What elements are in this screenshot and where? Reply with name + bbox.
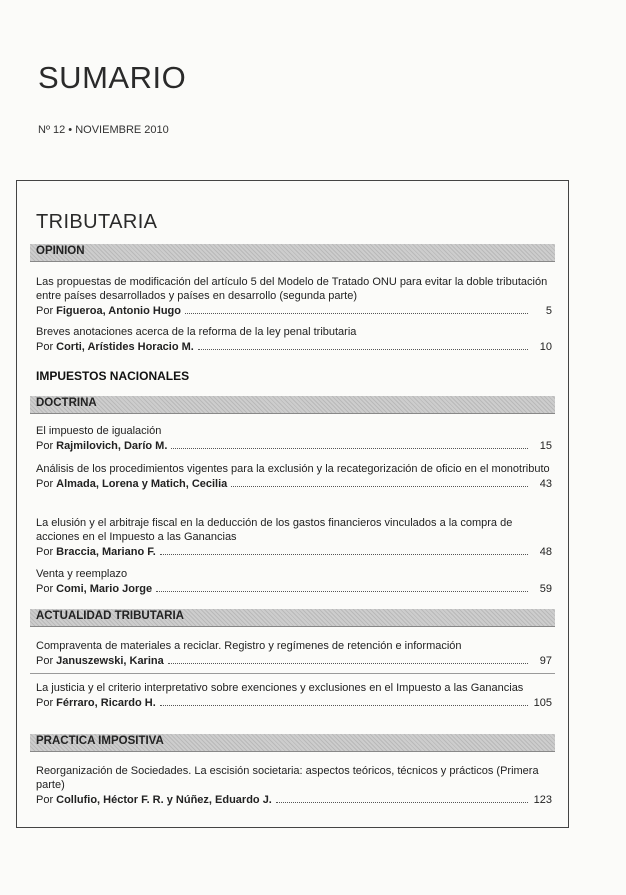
leader-dots xyxy=(185,303,528,314)
leader-dots xyxy=(231,476,528,487)
divider xyxy=(30,673,555,674)
band-doctrina xyxy=(30,396,555,414)
leader-dots xyxy=(171,438,528,449)
leader-dots xyxy=(160,544,528,555)
entry-by: Por xyxy=(36,341,54,353)
band-label: OPINION xyxy=(36,245,85,257)
toc-entry[interactable] xyxy=(36,567,552,596)
entry-page: 97 xyxy=(539,655,552,667)
entry-page: 10 xyxy=(539,341,552,353)
entry-author: Figueroa, Antonio Hugo xyxy=(56,305,181,317)
leader-dots xyxy=(160,695,528,706)
entry-title: Breves anotaciones acerca de la reforma de la ley penal tributaria xyxy=(36,326,357,338)
toc-entry[interactable] xyxy=(36,764,552,807)
entry-title: Reorganización de Sociedades. La escisión societaria: aspectos teóricos, técnicos y prácticos (Primera parte) xyxy=(36,765,539,791)
toc-entry[interactable] xyxy=(36,462,552,491)
entry-author: Comi, Mario Jorge xyxy=(56,583,153,595)
entry-author: Rajmilovich, Darío M. xyxy=(56,440,168,452)
band-label: PRACTICA IMPOSITIVA xyxy=(36,735,164,747)
band-practica xyxy=(30,734,555,752)
entry-title: La elusión y el arbitraje fiscal en la deducción de los gastos financieros vinculados a la compra de acciones en el Impuesto a las Ganancias xyxy=(36,517,513,543)
entry-author: Almada, Lorena y Matich, Cecilia xyxy=(56,478,228,490)
leader-dots xyxy=(276,792,528,803)
leader-dots xyxy=(198,339,528,350)
entry-by: Por xyxy=(36,546,54,558)
entry-author: Januszewski, Karina xyxy=(56,655,164,667)
subheading-impuestos: IMPUESTOS NACIONALES xyxy=(36,369,190,383)
entry-title: Análisis de los procedimientos vigentes para la exclusión y la recategorización de oficio en el monotributo xyxy=(36,463,550,475)
entry-author: Collufio, Héctor F. R. y Núñez, Eduardo J. xyxy=(56,794,272,806)
issue-line: Nº 12 • NOVIEMBRE 2010 xyxy=(38,124,169,136)
entry-by: Por xyxy=(36,440,54,452)
entry-by: Por xyxy=(36,697,54,709)
entry-by: Por xyxy=(36,655,54,667)
entry-page: 105 xyxy=(533,697,552,709)
entry-page: 48 xyxy=(539,546,552,558)
page-title: SUMARIO xyxy=(38,60,187,95)
entry-page: 123 xyxy=(533,794,552,806)
entry-author: Corti, Arístides Horacio M. xyxy=(56,341,194,353)
toc-entry[interactable] xyxy=(36,681,552,710)
entry-title: Compraventa de materiales a reciclar. Registro y regímenes de retención e información xyxy=(36,640,462,652)
band-actualidad xyxy=(30,609,555,627)
entry-by: Por xyxy=(36,478,54,490)
toc-entry[interactable] xyxy=(36,639,552,668)
section-title: TRIBUTARIA xyxy=(36,211,158,233)
leader-dots xyxy=(156,581,528,592)
band-label: DOCTRINA xyxy=(36,397,97,409)
toc-entry[interactable] xyxy=(36,325,552,354)
entry-page: 5 xyxy=(545,305,552,317)
entry-title: La justicia y el criterio interpretativo sobre exenciones y exclusiones en el Impuesto a las Ganancias xyxy=(36,682,524,694)
entry-author: Férraro, Ricardo H. xyxy=(56,697,156,709)
toc-entry[interactable] xyxy=(36,516,552,559)
toc-entry[interactable] xyxy=(36,424,552,453)
toc-entry[interactable] xyxy=(36,275,552,318)
entry-page: 15 xyxy=(539,440,552,452)
entry-title: Las propuestas de modificación del artículo 5 del Modelo de Tratado ONU para evitar la doble tributación entre países desarrollados y países en desarrollo (segunda parte) xyxy=(36,276,548,302)
entry-by: Por xyxy=(36,794,54,806)
band-label: ACTUALIDAD TRIBUTARIA xyxy=(36,610,184,622)
entry-page: 59 xyxy=(539,583,552,595)
entry-by: Por xyxy=(36,583,54,595)
entry-by: Por xyxy=(36,305,54,317)
band-opinion xyxy=(30,244,555,262)
entry-page: 43 xyxy=(539,478,552,490)
entry-title: El impuesto de igualación xyxy=(36,425,162,437)
leader-dots xyxy=(168,653,528,664)
entry-author: Braccia, Mariano F. xyxy=(56,546,156,558)
entry-title: Venta y reemplazo xyxy=(36,568,128,580)
